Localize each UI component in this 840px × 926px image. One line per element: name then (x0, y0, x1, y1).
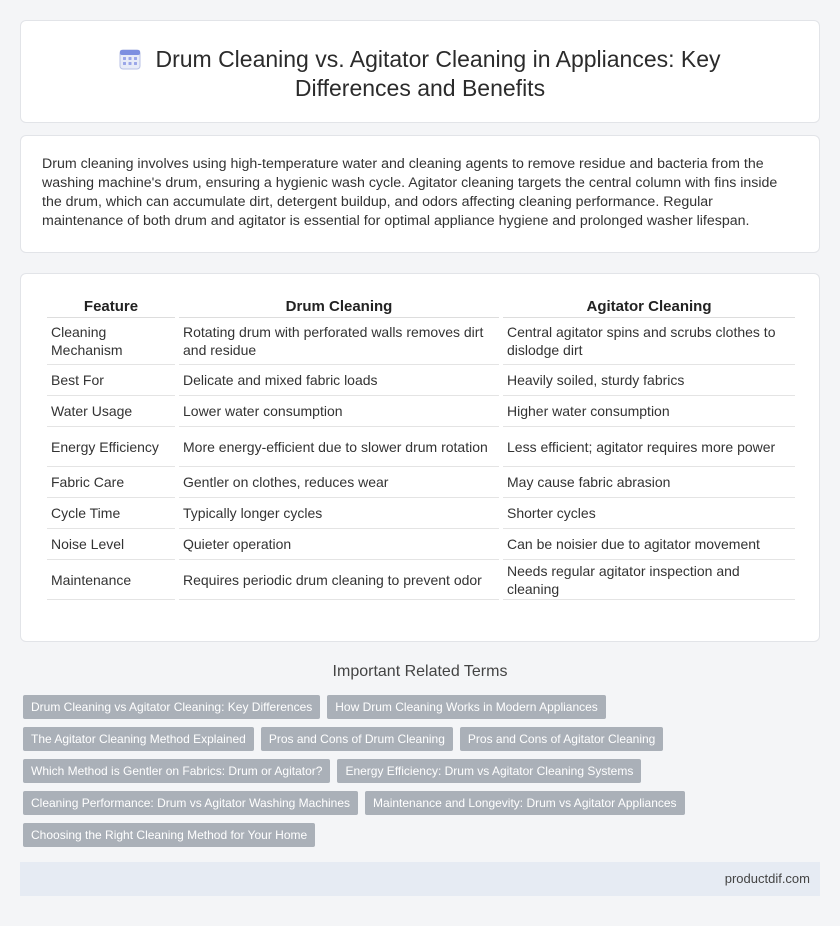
related-term-link[interactable]: Drum Cleaning vs Agitator Cleaning: Key Differences (23, 695, 320, 719)
table-cell-feature: Maintenance (47, 560, 175, 600)
related-terms-title: Important Related Terms (332, 663, 508, 680)
related-term-link[interactable]: Cleaning Performance: Drum vs Agitator Washing Machines (23, 791, 358, 815)
page-title: Drum Cleaning vs. Agitator Cleaning in Appliances: Key Differences and Benefits (155, 46, 721, 101)
comparison-table-card (20, 273, 820, 642)
table-row (47, 396, 795, 427)
table-cell-agitator: Higher water consumption (503, 396, 795, 427)
table-cell-agitator: Heavily soiled, sturdy fabrics (503, 365, 795, 396)
related-term-link[interactable]: Energy Efficiency: Drum vs Agitator Cleaning Systems (337, 759, 641, 783)
related-term-link[interactable]: The Agitator Cleaning Method Explained (23, 727, 254, 751)
table-row (47, 318, 795, 365)
related-term-link[interactable]: Maintenance and Longevity: Drum vs Agitator Appliances (365, 791, 685, 815)
table-cell-drum: Rotating drum with perforated walls removes dirt and residue (179, 318, 499, 365)
related-terms-list (23, 695, 823, 855)
table-cell-drum: Quieter operation (179, 529, 499, 560)
table-cell-drum: Gentler on clothes, reduces wear (179, 467, 499, 498)
table-cell-agitator: May cause fabric abrasion (503, 467, 795, 498)
column-header-agitator-cleaning: Agitator Cleaning (503, 296, 795, 318)
related-term-link[interactable]: Pros and Cons of Agitator Cleaning (460, 727, 663, 751)
table-cell-agitator: Shorter cycles (503, 498, 795, 529)
table-cell-drum: Lower water consumption (179, 396, 499, 427)
intro-paragraph: Drum cleaning involves using high-temperature water and cleaning agents to remove residue and bacteria from the washing machine's drum, ensuring a hygienic wash cycle. Agitator cleaning targets the central column with fins inside the drum, which can accumulate dirt, detergent buildup, and odors affecting cleaning performance. Regular maintenance of both drum and agitator is essential for optimal appliance hygiene and prolonged washer lifespan. (42, 156, 778, 229)
table-cell-agitator: Central agitator spins and scrubs clothes to dislodge dirt (503, 318, 795, 365)
column-header-feature: Feature (47, 296, 175, 318)
table-cell-drum: More energy-efficient due to slower drum rotation (179, 427, 499, 467)
table-cell-drum: Typically longer cycles (179, 498, 499, 529)
table-header-row (47, 296, 795, 318)
table-cell-agitator: Less efficient; agitator requires more power (503, 427, 795, 467)
table-cell-feature: Water Usage (47, 396, 175, 427)
table-row (47, 427, 795, 467)
table-row (47, 560, 795, 600)
table-cell-feature: Cleaning Mechanism (47, 318, 175, 365)
table-cell-agitator: Can be noisier due to agitator movement (503, 529, 795, 560)
calendar-icon (119, 48, 141, 70)
table-cell-feature: Energy Efficiency (47, 427, 175, 467)
related-term-link[interactable]: Which Method is Gentler on Fabrics: Drum or Agitator? (23, 759, 330, 783)
page-title-container (21, 45, 819, 103)
footer-site-name: productdif.com (724, 871, 810, 886)
intro-card (20, 135, 820, 253)
table-cell-drum: Requires periodic drum cleaning to prevent odor (179, 560, 499, 600)
related-term-link[interactable]: Choosing the Right Cleaning Method for Your Home (23, 823, 315, 847)
table-cell-drum: Delicate and mixed fabric loads (179, 365, 499, 396)
comparison-table (43, 296, 799, 600)
related-term-link[interactable]: How Drum Cleaning Works in Modern Appliances (327, 695, 606, 719)
table-cell-feature: Fabric Care (47, 467, 175, 498)
table-cell-feature: Best For (47, 365, 175, 396)
footer (20, 862, 820, 896)
column-header-drum-cleaning: Drum Cleaning (179, 296, 499, 318)
table-row (47, 529, 795, 560)
table-row (47, 467, 795, 498)
related-term-link[interactable]: Pros and Cons of Drum Cleaning (261, 727, 453, 751)
table-cell-feature: Cycle Time (47, 498, 175, 529)
table-row (47, 498, 795, 529)
table-row (47, 365, 795, 396)
header-card (20, 20, 820, 123)
table-cell-agitator: Needs regular agitator inspection and cleaning (503, 560, 795, 600)
table-cell-feature: Noise Level (47, 529, 175, 560)
